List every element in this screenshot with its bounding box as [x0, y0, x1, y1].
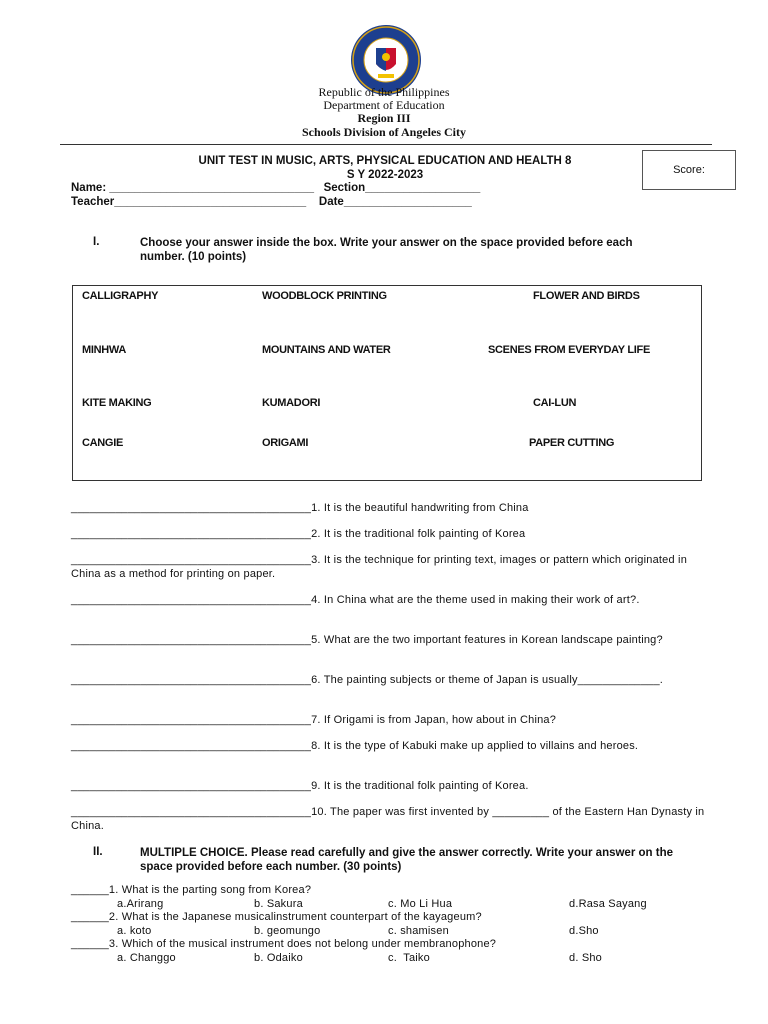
choice-word: ORIGAMI	[262, 437, 309, 449]
choice-word: PAPER CUTTING	[529, 437, 615, 449]
choice-word: MINHWA	[82, 344, 127, 356]
choice-word: CANGIE	[82, 437, 123, 449]
teacher-date-line: Teacher______________________________ Date____________________	[71, 196, 472, 208]
choice-word: CAI-LUN	[533, 397, 577, 409]
choice-word: CALLIGRAPHY	[82, 290, 159, 302]
test-title: UNIT TEST IN MUSIC, ARTS, PHYSICAL EDUCATION AND HEALTH 8	[198, 155, 572, 167]
section-2-number: II.	[93, 846, 103, 858]
mc-option: b. Sakura	[254, 898, 303, 910]
mc-option: c. Mo Li Hua	[388, 898, 453, 910]
header-divider	[60, 144, 712, 145]
mc-option: b. geomungo	[254, 925, 321, 937]
identification-item: ______________________________________7. If Origami is from Japan, how about in China?	[71, 714, 557, 726]
identification-item: ______________________________________6. The painting subjects or theme of Japan is usually_____________.	[71, 674, 664, 686]
mc-question: ______1. What is the parting song from Korea?	[71, 884, 312, 896]
section-1-number: I.	[93, 236, 100, 248]
section-2-instruction: MULTIPLE CHOICE. Please read carefully and give the answer correctly. Write your answer on the space provided before each number. (30 points)	[140, 847, 673, 873]
score-label: Score:	[673, 164, 705, 176]
identification-item: ______________________________________2. It is the traditional folk painting of Korea	[71, 528, 526, 540]
choice-word: MOUNTAINS AND WATER	[262, 344, 391, 356]
region-line: Region III	[357, 111, 411, 125]
mc-question: ______2. What is the Japanese musicalinstrument counterpart of the kayageum?	[71, 911, 482, 923]
mc-option: a. Changgo	[117, 952, 176, 964]
identification-item: ______________________________________9. It is the traditional folk painting of Korea.	[71, 780, 529, 792]
mc-question: ______3. Which of the musical instrument does not belong under membranophone?	[71, 938, 497, 950]
school-year: S Y 2022-2023	[346, 169, 424, 181]
choice-word: SCENES FROM EVERYDAY LIFE	[488, 344, 651, 356]
mc-option: d. Sho	[569, 952, 603, 964]
choices-box	[72, 285, 702, 481]
republic-line: Republic of the Philippines	[318, 85, 450, 99]
mc-option: b. Odaiko	[254, 952, 303, 964]
identification-item: ______________________________________5. What are the two important features in Korean landscape painting?	[71, 634, 663, 646]
mc-option: c. Taiko	[388, 952, 430, 964]
score-box	[642, 150, 736, 190]
mc-option: a.Arirang	[117, 898, 164, 910]
choice-word: WOODBLOCK PRINTING	[262, 290, 387, 302]
mc-option: a. koto	[117, 925, 152, 937]
mc-option: d.Rasa Sayang	[569, 898, 647, 910]
mc-option: d.Sho	[569, 925, 599, 937]
identification-item: ______________________________________1. It is the beautiful handwriting from China	[71, 502, 529, 514]
choice-word: KUMADORI	[262, 397, 321, 409]
identification-item: ______________________________________3. It is the technique for printing text, images or pattern which originated in China as a method for printing on paper.	[71, 554, 688, 580]
mc-option: c. shamisen	[388, 925, 449, 937]
identification-item: ______________________________________8. It is the type of Kabuki make up applied to villains and heroes.	[71, 740, 639, 752]
division-line: Schools Division of Angeles City	[301, 125, 466, 139]
identification-item: ______________________________________10. The paper was first invented by _________ of the Eastern Han Dynasty in China.	[71, 806, 705, 832]
identification-item: ______________________________________4. In China what are the theme used in making their work of art?.	[71, 594, 640, 606]
choice-word: FLOWER AND BIRDS	[533, 290, 640, 302]
choice-word: KITE MAKING	[82, 397, 152, 409]
name-section-line: Name: ________________________________ Section__________________	[71, 182, 481, 194]
section-1-instruction: Choose your answer inside the box. Write your answer on the space provided before each number. (10 points)	[140, 237, 633, 263]
department-line: Department of Education	[323, 98, 445, 112]
